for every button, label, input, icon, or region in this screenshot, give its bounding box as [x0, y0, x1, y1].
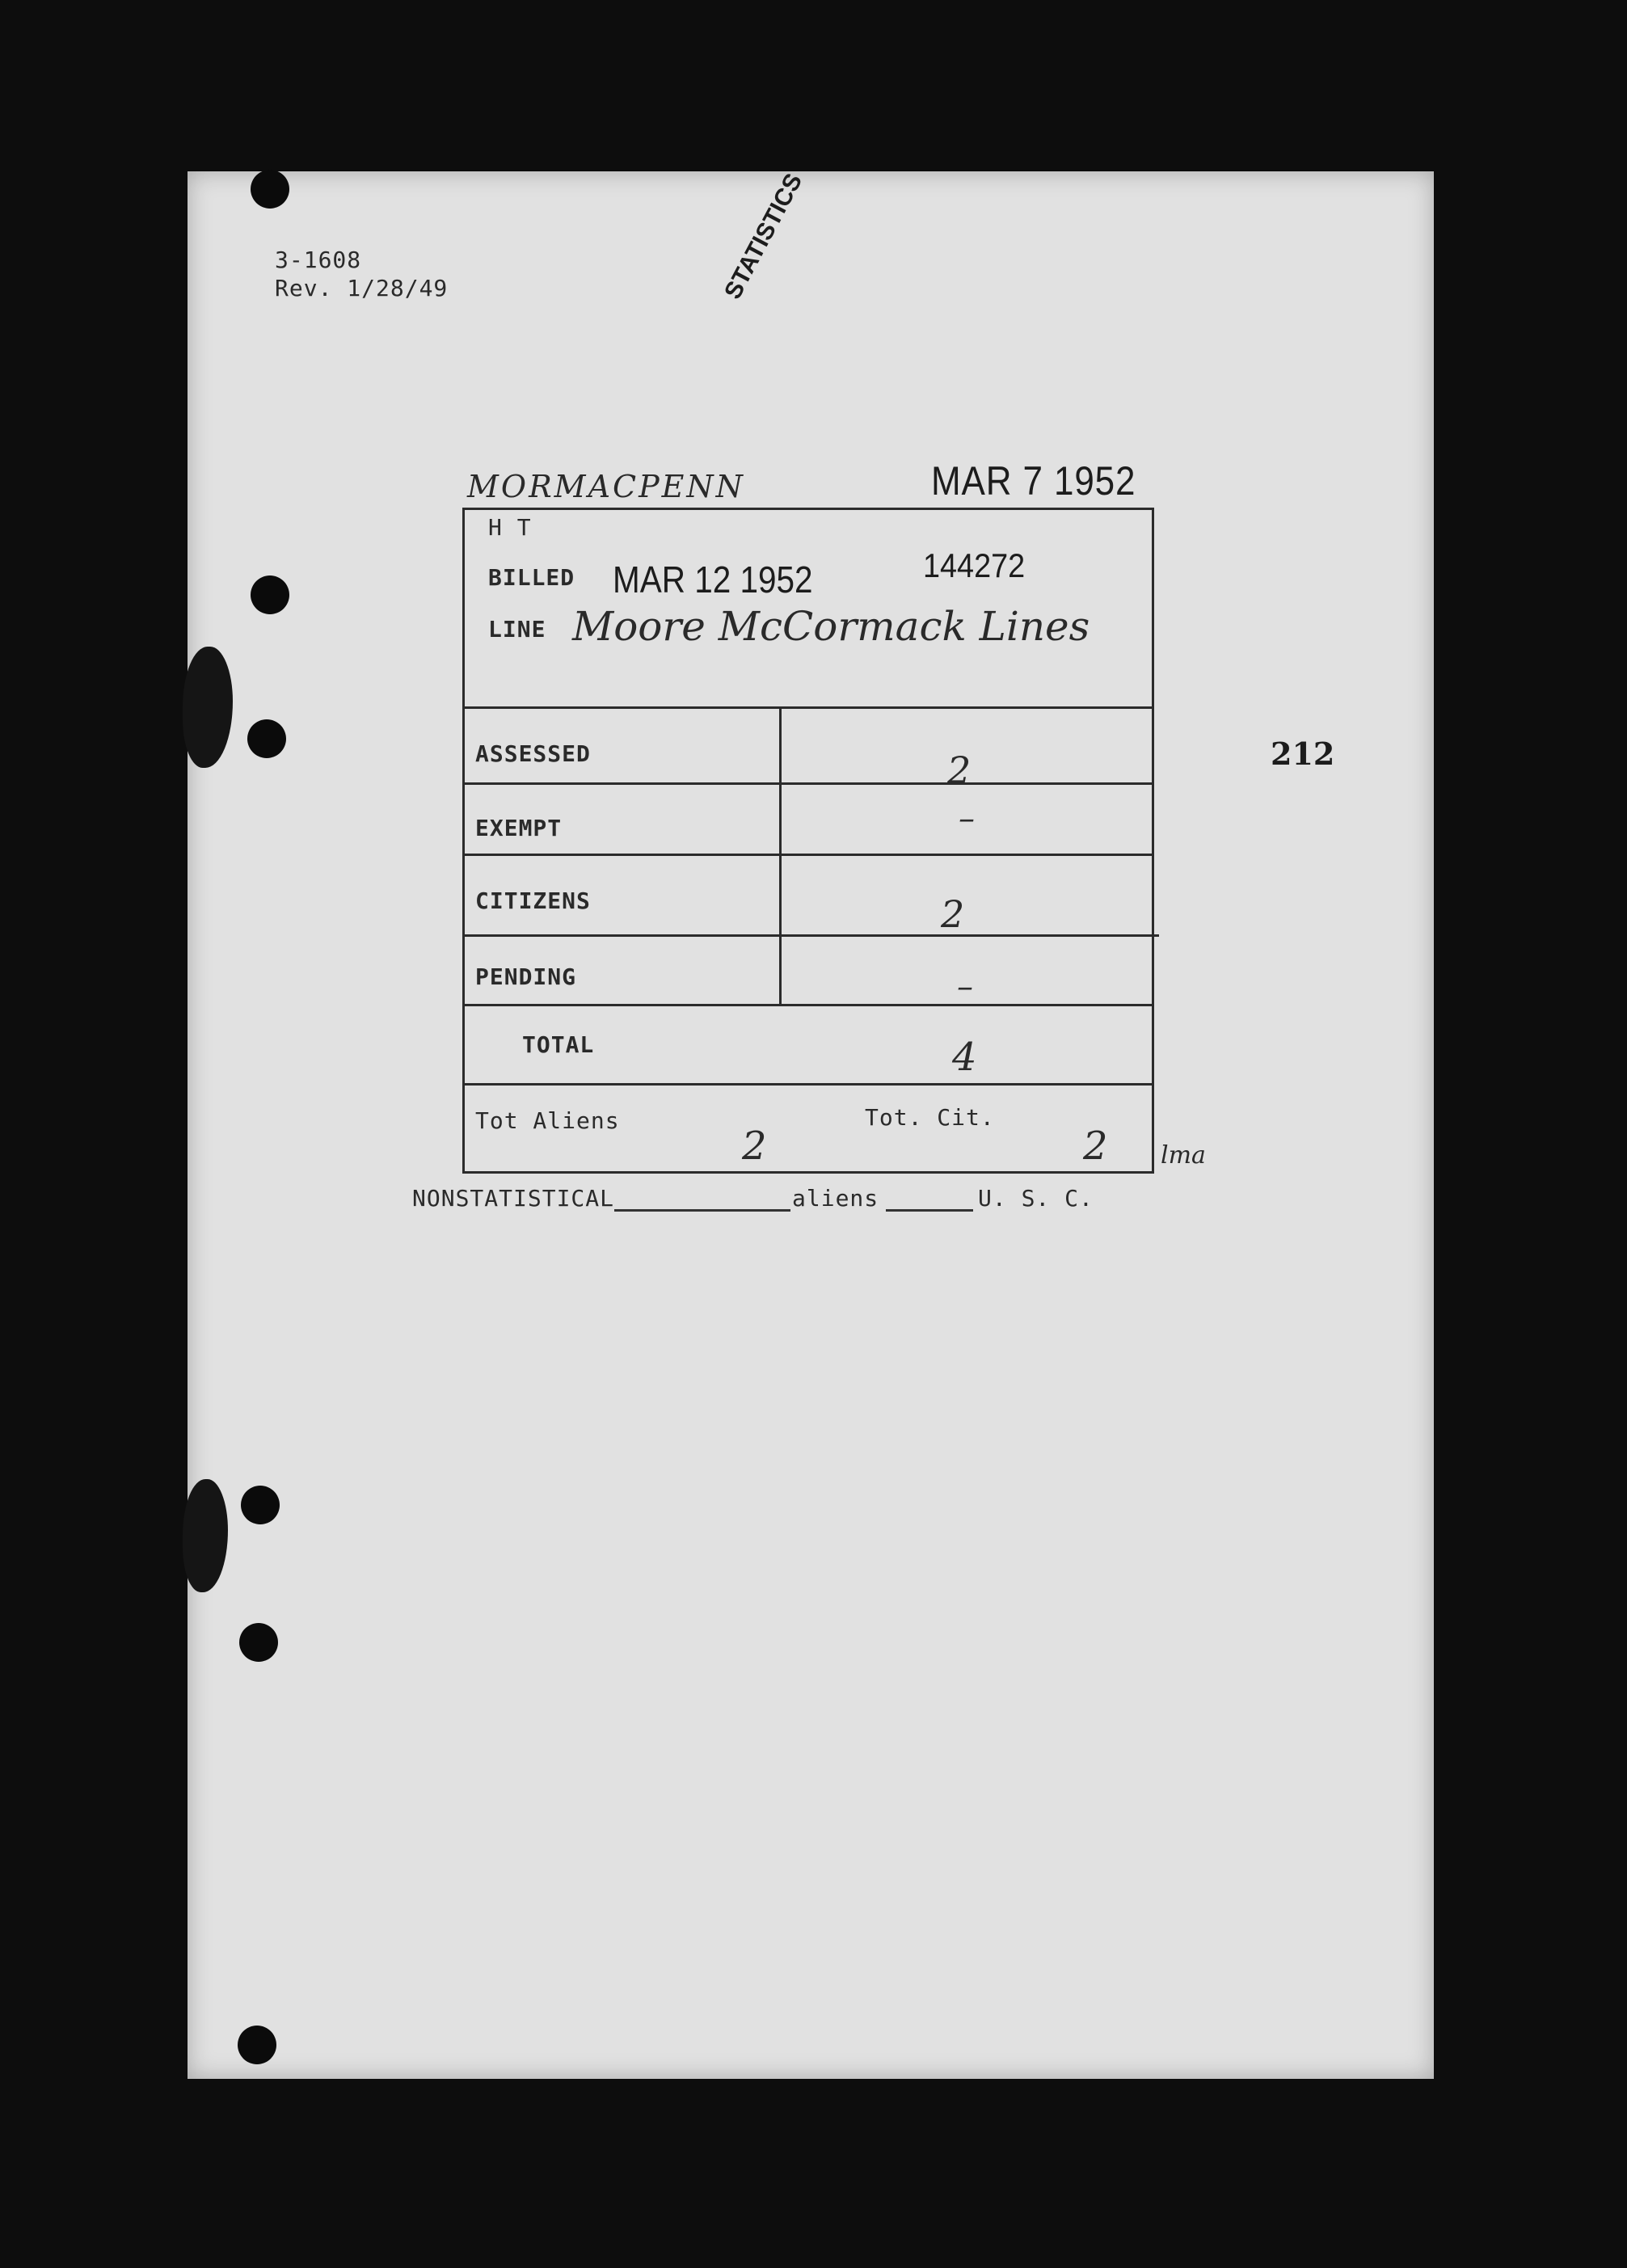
assessed-value: 2: [947, 748, 972, 792]
exempt-label: EXEMPT: [475, 815, 563, 841]
pending-value: –: [957, 968, 973, 1005]
bill-number-stamp: 144272: [923, 546, 1026, 584]
usc-label: U. S. C.: [978, 1185, 1094, 1212]
initials: lma: [1161, 1141, 1206, 1170]
line-label: LINE: [488, 616, 546, 643]
punch-hole: [251, 575, 289, 614]
column-divider: [779, 706, 782, 1005]
tot-cit-label: Tot. Cit.: [865, 1104, 995, 1131]
punch-hole: [241, 1486, 280, 1524]
billed-date-stamp: MAR 12 1952: [613, 559, 813, 601]
row-divider: [462, 706, 1154, 709]
pending-label: PENDING: [475, 963, 577, 990]
arrival-date-stamp: MAR 7 1952: [931, 458, 1136, 504]
nonstatistical-label: NONSTATISTICAL: [412, 1185, 615, 1212]
exempt-value: –: [959, 800, 975, 837]
row-divider: [462, 934, 1159, 937]
punch-hole: [251, 170, 289, 209]
form-number: 3-1608: [275, 247, 362, 273]
tot-aliens-value: 2: [742, 1123, 767, 1169]
citizens-label: CITIZENS: [475, 887, 591, 914]
billed-label: BILLED: [488, 564, 575, 591]
total-value: 4: [952, 1035, 977, 1080]
punch-hole: [247, 719, 286, 758]
row-divider: [462, 1004, 1154, 1006]
aliens-label: aliens: [792, 1185, 879, 1212]
ht-label: H T: [488, 514, 532, 541]
row-divider: [462, 782, 1154, 785]
form-revision: Rev. 1/28/49: [275, 275, 449, 301]
punch-hole: [239, 1623, 278, 1662]
row-divider: [462, 1083, 1154, 1086]
punch-hole: [238, 2026, 276, 2064]
assessed-label: ASSESSED: [475, 740, 591, 767]
line-value: Moore McCormack Lines: [572, 603, 1090, 650]
tot-aliens-label: Tot Aliens: [475, 1107, 620, 1134]
vessel-name: MORMACPENN: [467, 469, 745, 504]
tot-cit-value: 2: [1083, 1123, 1108, 1169]
aliens-blank: [886, 1209, 973, 1212]
citizens-value: 2: [941, 892, 965, 936]
nonstatistical-blank: [614, 1209, 790, 1212]
total-label: TOTAL: [522, 1031, 595, 1058]
page-number: 212: [1271, 736, 1335, 772]
row-divider: [462, 854, 1154, 856]
statistics-stamp: STATISTICS: [719, 169, 808, 304]
